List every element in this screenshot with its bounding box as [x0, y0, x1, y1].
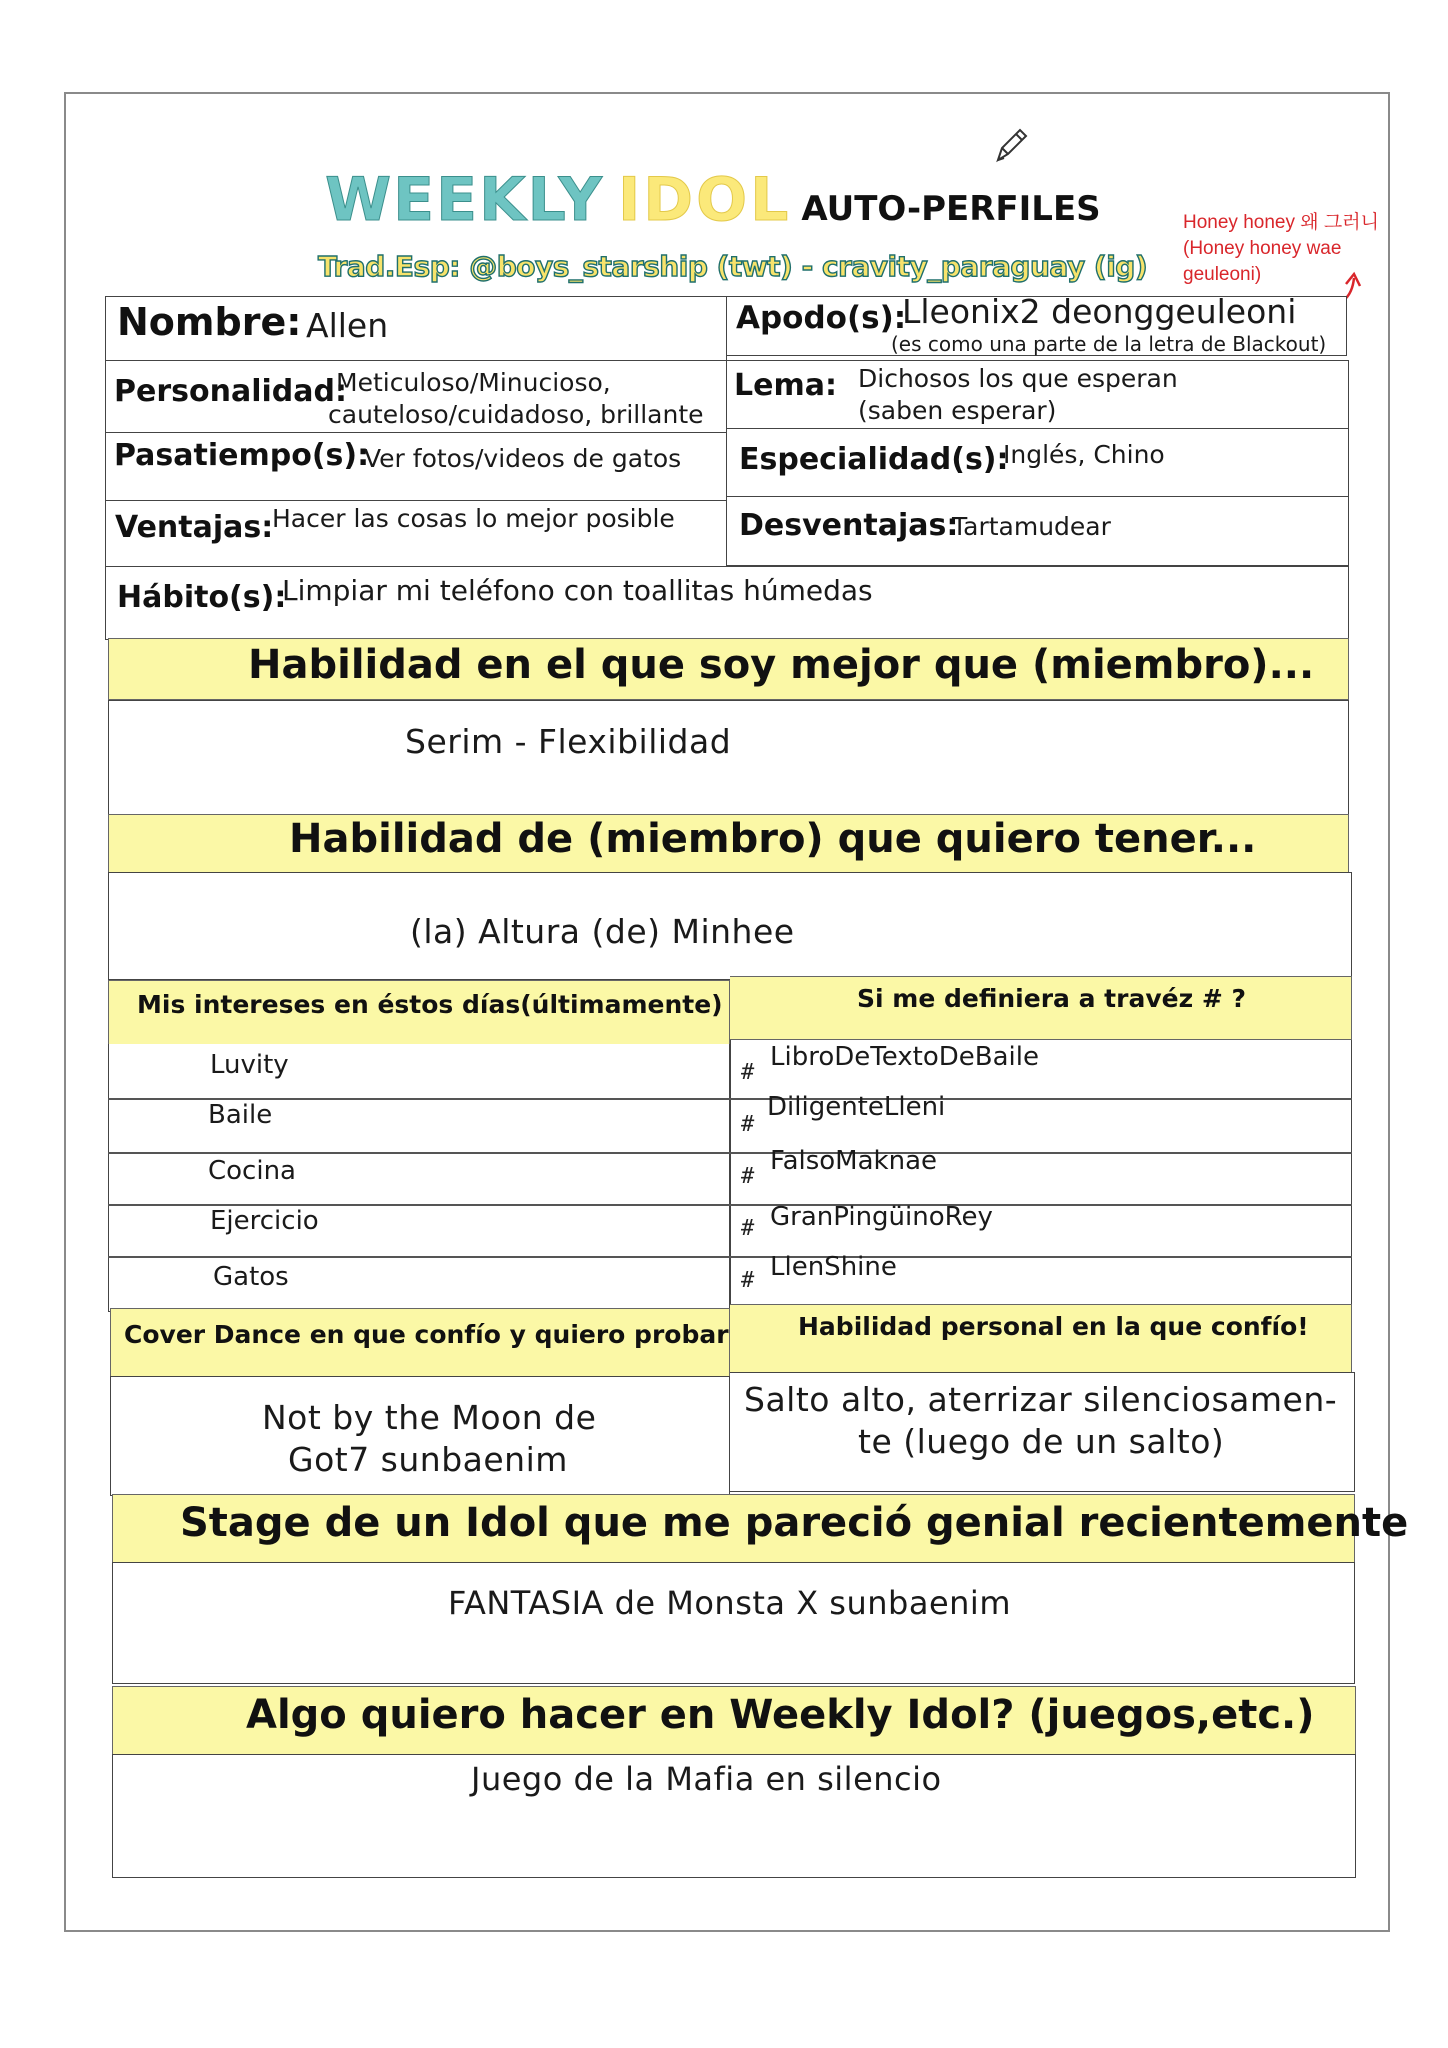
- hash-symbol: #: [741, 1268, 755, 1293]
- interests-title: Mis intereses en éstos días(últimamente): [137, 990, 723, 1019]
- interest-item: Gatos: [213, 1262, 289, 1292]
- hash-symbol: #: [741, 1216, 755, 1241]
- lema-label: Lema:: [734, 368, 837, 403]
- hash-symbol: #: [741, 1112, 755, 1137]
- cover-dance-title: Cover Dance en que confío y quiero probar: [124, 1320, 729, 1349]
- interest-item: Cocina: [208, 1156, 296, 1186]
- personal-skill-line-2: te (luego de un salto): [858, 1422, 1225, 1461]
- stage-answer-cell: [112, 1562, 1355, 1684]
- personalidad-label: Personalidad:: [114, 374, 347, 409]
- want-skill-answer: (la) Altura (de) Minhee: [410, 912, 795, 951]
- page-title: [325, 160, 1101, 235]
- translation-credit: Trad.Esp: @boys_starship (twt) - cravity_paraguay (ig): [318, 250, 1148, 283]
- wish-title: Algo quiero hacer en Weekly Idol? (juegos,etc.): [246, 1692, 1315, 1738]
- habito-label: Hábito(s):: [117, 580, 287, 615]
- desventajas-label: Desventajas:: [739, 508, 959, 543]
- wish-answer: Juego de la Mafia en silencio: [471, 1760, 942, 1798]
- lyric-note-line-1: Honey honey 왜 그러니: [1183, 212, 1379, 233]
- interest-item: Ejercicio: [210, 1206, 319, 1236]
- pencil-icon: [990, 124, 1030, 168]
- personal-skill-line-1: Salto alto, aterrizar silenciosamen-: [744, 1380, 1338, 1419]
- interests-list-cell: [108, 1044, 730, 1312]
- pasatiempo-label: Pasatiempo(s):: [114, 438, 370, 473]
- hashtag-item: FalsoMaknae: [770, 1146, 938, 1176]
- apodo-value: Lleonix2 deonggeuleoni: [902, 292, 1297, 331]
- want-skill-title: Habilidad de (miembro) que quiero tener...: [289, 816, 1257, 862]
- title-weekly: WEEKLY: [325, 165, 604, 235]
- hashtag-title: Si me definiera a travéz # ?: [857, 984, 1246, 1013]
- stage-title: Stage de un Idol que me pareció genial recientemente: [180, 1500, 1409, 1546]
- apodo-label: Apodo(s):: [736, 300, 907, 336]
- lyric-note-line-3: geuleoni): [1183, 264, 1262, 285]
- cover-dance-line-1: Not by the Moon de: [262, 1398, 597, 1437]
- nombre-label: Nombre:: [117, 300, 302, 344]
- better-than-title: Habilidad en el que soy mejor que (miembro)...: [248, 642, 1315, 688]
- personalidad-line-1: Meticuloso/Minucioso,: [336, 368, 611, 397]
- personal-skill-title: Habilidad personal en la que confío!: [798, 1312, 1309, 1341]
- cover-dance-line-2: Got7 sunbaenim: [288, 1440, 568, 1479]
- desventajas-value: Tartamudear: [952, 512, 1111, 541]
- title-subtitle: AUTO-PERFILES: [801, 189, 1101, 229]
- especialidad-value: Inglés, Chino: [1003, 440, 1165, 469]
- hashtag-item: LibroDeTextoDeBaile: [770, 1042, 1039, 1072]
- hashtag-item: GranPingüinoRey: [770, 1202, 993, 1232]
- hashtag-item: DiligenteLleni: [767, 1092, 946, 1122]
- pasatiempo-value: Ver fotos/videos de gatos: [364, 444, 682, 473]
- better-than-answer: Serim - Flexibilidad: [405, 722, 732, 761]
- lema-line-2: (saben esperar): [858, 396, 1057, 425]
- list-divider: [108, 1152, 1352, 1154]
- hash-symbol: #: [741, 1060, 755, 1085]
- especialidad-label: Especialidad(s):: [739, 442, 1009, 477]
- habito-value: Limpiar mi teléfono con toallitas húmedas: [282, 574, 873, 607]
- ventajas-value: Hacer las cosas lo mejor posible: [272, 504, 675, 533]
- interest-item: Baile: [208, 1100, 273, 1130]
- stage-answer: FANTASIA de Monsta X sunbaenim: [448, 1584, 1011, 1622]
- lyric-note-line-2: (Honey honey wae: [1183, 238, 1342, 259]
- hash-symbol: #: [741, 1164, 755, 1189]
- nombre-value: Allen: [306, 306, 389, 345]
- list-divider: [108, 1256, 1352, 1258]
- hashtag-item: LlenShine: [770, 1252, 897, 1282]
- title-idol: IDOL: [617, 165, 792, 235]
- lema-line-1: Dichosos los que esperan: [858, 364, 1178, 393]
- ventajas-label: Ventajas:: [115, 510, 274, 545]
- personalidad-line-2: cauteloso/cuidadoso, brillante: [328, 400, 704, 429]
- apodo-note: (es como una parte de la letra de Blackout): [891, 332, 1327, 356]
- interest-item: Luvity: [210, 1050, 289, 1080]
- list-divider: [108, 1098, 1352, 1100]
